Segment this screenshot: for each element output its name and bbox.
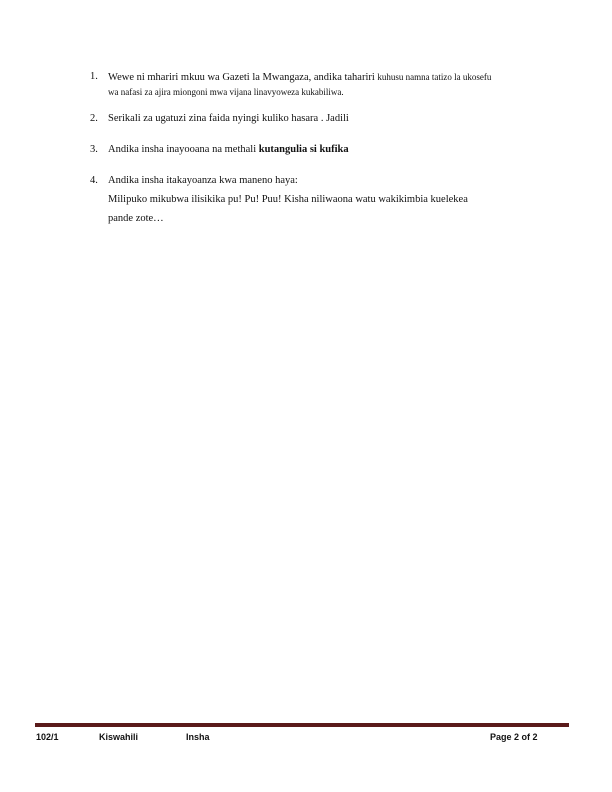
question-4	[90, 174, 570, 226]
question-text-small: kuhusu namna tatizo la ukosefu	[377, 72, 492, 82]
essay-opening-line1: Milipuko mikubwa ilisikika pu! Pu! Puu! Kisha niliwaona watu wakikimbia kuelekea	[108, 194, 468, 205]
question-number: 1.	[90, 71, 98, 82]
question-text-line2: wa nafasi za ajira miongoni mwa vijana linavyoweza kukabiliwa.	[108, 87, 344, 97]
footer-page-number: Page 2 of 2	[490, 732, 538, 742]
question-1	[90, 70, 570, 98]
proverb-text: kutangulia si kufika	[258, 144, 349, 155]
footer-rule	[35, 723, 569, 727]
footer-paper-code: 102/1	[36, 732, 59, 742]
question-number: 2.	[90, 113, 98, 124]
question-list	[90, 70, 570, 226]
question-text: Andika insha inayooana na methali	[108, 144, 259, 155]
question-3	[90, 143, 570, 157]
question-text: Serikali za ugatuzi zina faida nyingi kuliko hasara . Jadili	[108, 113, 349, 124]
question-number: 3.	[90, 144, 98, 155]
question-2	[90, 112, 570, 126]
question-number: 4.	[90, 175, 98, 186]
footer-subject: Kiswahili	[99, 732, 139, 742]
question-text: Wewe ni mhariri mkuu wa Gazeti la Mwangaza, andika tahariri	[108, 72, 378, 83]
essay-opening-line2: pande zote…	[108, 213, 164, 224]
footer-paper-name: Insha	[186, 732, 210, 742]
question-text: Andika insha itakayoanza kwa maneno haya:	[108, 175, 298, 186]
